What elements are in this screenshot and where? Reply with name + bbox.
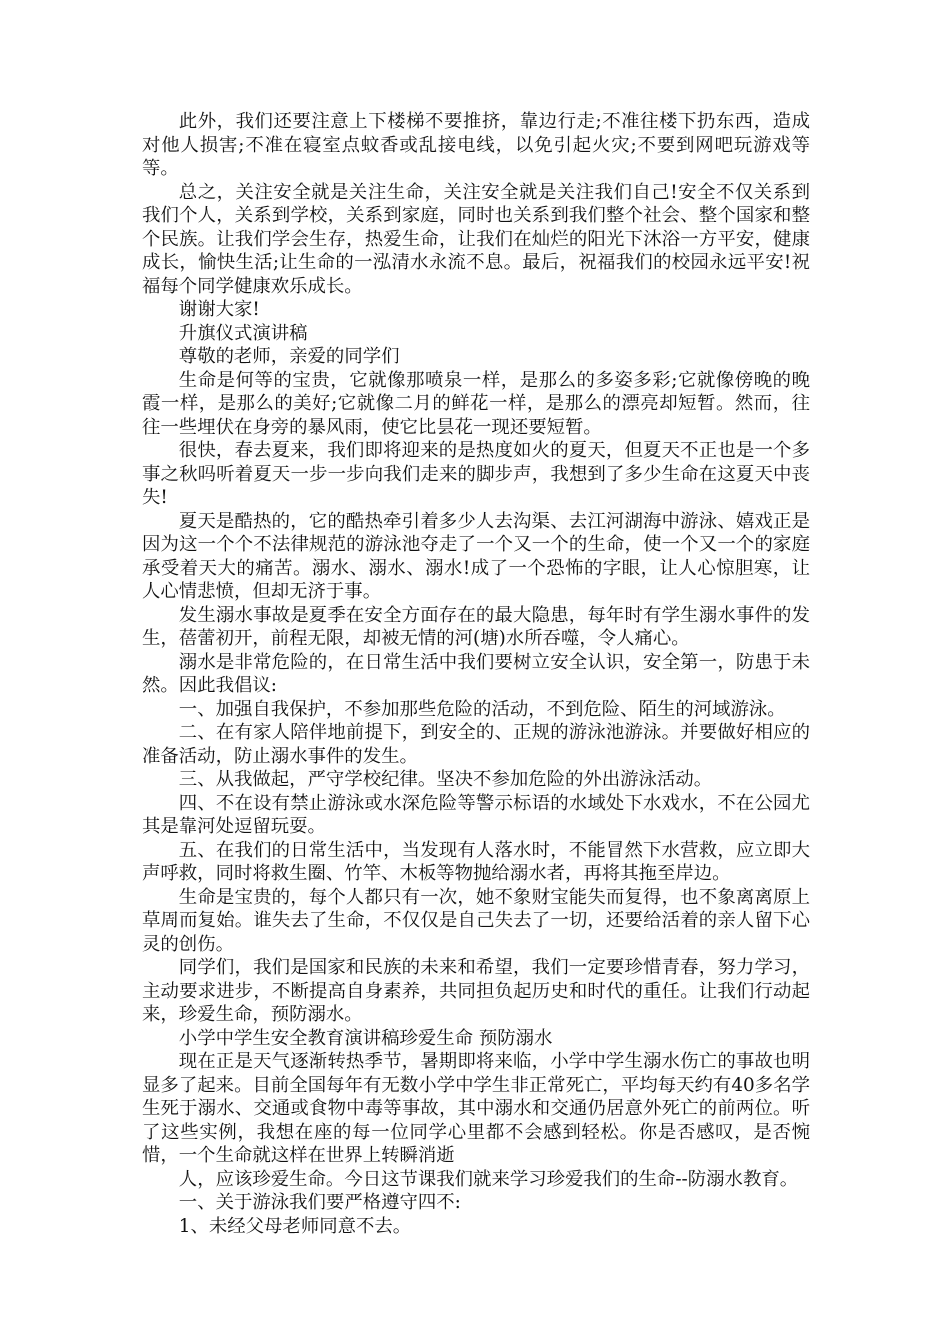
section-title: 小学中学生安全教育演讲稿珍爱生命 预防溺水 [178, 1027, 553, 1049]
list-item: 五、在我们的日常生活中，当发现有人落水时，不能冒然下水营救，应立即大声呼救，同时将救生圈、竹竿、木板等物抛给溺水者，再将其拖至岸边。 [142, 839, 810, 884]
list-item: 一、关于游泳我们要严格遵守四不: [178, 1192, 461, 1213]
paragraph: 谢谢大家! [178, 299, 260, 320]
paragraph: 此外，我们还要注意上下楼梯不要推挤，靠边行走;不准往楼下扔东西，造成对他人损害;不准在寝室点蚊香或乱接电线，以免引起火灾;不要到网吧玩游戏等等。 [142, 111, 810, 179]
list-item: 1、未经父母老师同意不去。 [178, 1215, 412, 1237]
paragraph: 很快，春去夏来，我们即将迎来的是热度如火的夏天，但夏天不正也是一个多事之秋吗听着夏天一步一步向我们走来的脚步声，我想到了多少生命在这夏天中丧失! [142, 440, 810, 508]
paragraph: 现在正是天气逐渐转热季节，暑期即将来临，小学中学生溺水伤亡的事故也明显多了起来。目前全国每年有无数小学中学生非正常死亡，平均每天约有40多名学生死于溺水、交通或食物中毒等事故，其中溺水和交通仍居意外死亡的前两位。听了这些实例，我想在座的每一位同学心里都不会感到轻松。你是否感叹，是否惋惜，一个生命就这样在世界上转瞬消逝 [142, 1051, 810, 1166]
list-item: 一、加强自我保护，不参加那些危险的活动，不到危险、陌生的河域游泳。 [178, 698, 786, 720]
document-body [142, 110, 810, 1238]
paragraph: 发生溺水事故是夏季在安全方面存在的最大隐患，每年时有学生溺水事件的发生，蓓蕾初开，前程无限，却被无情的河(塘)水所吞噬，令人痛心。 [142, 604, 810, 649]
paragraph: 同学们，我们是国家和民族的未来和希望，我们一定要珍惜青春，努力学习，主动要求进步，不断提高自身素养，共同担负起历史和时代的重任。让我们行动起来，珍爱生命，预防溺水。 [142, 957, 810, 1025]
list-item: 四、不在设有禁止游泳或水深危险等警示标语的水域处下水戏水，不在公园尤其是靠河处逗留玩耍。 [142, 792, 810, 837]
paragraph: 人，应该珍爱生命。今日这节课我们就来学习珍爱我们的生命--防溺水教育。 [178, 1168, 799, 1190]
section-title: 升旗仪式演讲稿 [178, 322, 308, 344]
paragraph: 生命是何等的宝贵，它就像那喷泉一样，是那么的多姿多彩;它就像傍晚的晚霞一样，是那么的美好;它就像二月的鲜花一样，是那么的漂亮却短暂。然而，往往一些埋伏在身旁的暴风雨，使它比昙花一现还要短暂。 [142, 369, 810, 438]
list-item: 三、从我做起，严守学校纪律。坚决不参加危险的外出游泳活动。 [178, 769, 713, 790]
list-item: 二、在有家人陪伴地前提下，到安全的、正规的游泳池游泳。并要做好相应的准备活动，防止溺水事件的发生。 [142, 722, 810, 767]
salutation: 尊敬的老师，亲爱的同学们 [178, 346, 400, 367]
paragraph: 溺水是非常危险的，在日常生活中我们要树立安全认识，安全第一，防患于未然。因此我倡议: [142, 651, 810, 696]
paragraph: 生命是宝贵的，每个人都只有一次，她不象财宝能失而复得，也不象离离原上草周而复始。谁失去了生命，不仅仅是自己失去了一切，还要给活着的亲人留下心灵的创伤。 [142, 886, 810, 955]
paragraph: 夏天是酷热的，它的酷热牵引着多少人去沟渠、去江河湖海中游泳、嬉戏正是因为这一个个不法律规范的游泳池夺走了一个又一个的生命，使一个又一个的家庭承受着天大的痛苦。溺水、溺水、溺水!成了一个恐怖的字眼，让人心惊胆寒，让人心情悲愤，但却无济于事。 [142, 510, 810, 602]
paragraph: 总之，关注安全就是关注生命，关注安全就是关注我们自己!安全不仅关系到我们个人，关系到学校，关系到家庭，同时也关系到我们整个社会、整个国家和整个民族。让我们学会生存，热爱生命，让我们在灿烂的阳光下沐浴一方平安，健康成长，愉快生活;让生命的一泓清水永流不息。最后，祝福我们的校园永远平安!祝福每个同学健康欢乐成长。 [142, 181, 810, 297]
